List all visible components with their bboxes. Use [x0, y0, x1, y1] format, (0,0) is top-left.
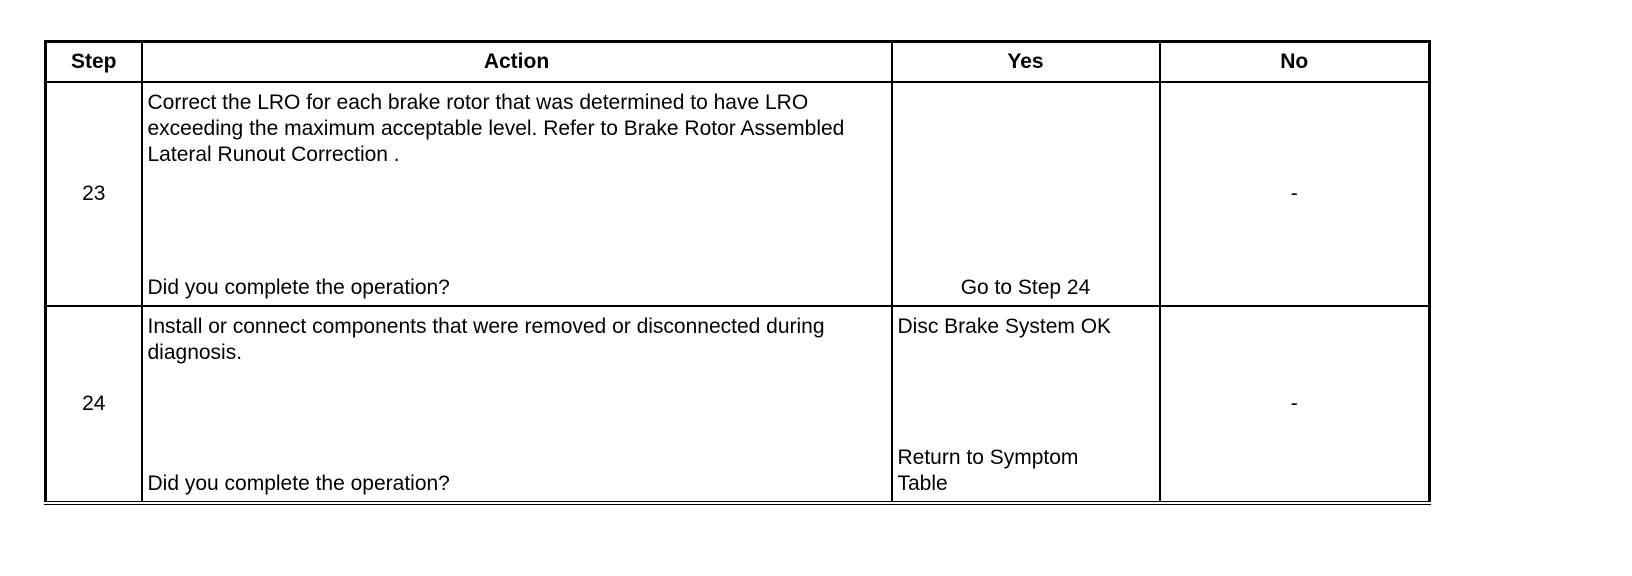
action-text: Install or connect components that were removed or disconnected during diagnosis. [147, 315, 825, 364]
action-question: Did you complete the operation? [147, 276, 450, 299]
header-yes: Yes [892, 42, 1160, 83]
action-question: Did you complete the operation? [147, 472, 450, 495]
yes-result: Return to Symptom Table [897, 446, 1079, 495]
table-row [46, 306, 1430, 503]
yes-result-top: Disc Brake System OK [897, 315, 1112, 338]
step-number: 23 [46, 82, 142, 306]
diagnostic-table [44, 40, 1431, 505]
yes-cell [892, 82, 1160, 306]
action-cell [142, 82, 892, 306]
action-text: Correct the LRO for each brake rotor that was determined to have LRO exceeding the maximum acceptable level. Refer to Brake Rotor Assembled Lateral Runout Correction . [147, 91, 845, 166]
step-number: 24 [46, 306, 142, 503]
header-no: No [1160, 42, 1430, 83]
no-result: - [1160, 306, 1430, 503]
table-header [46, 42, 1430, 83]
header-row [46, 42, 1430, 83]
header-step: Step [46, 42, 142, 83]
header-action: Action [142, 42, 892, 83]
no-result: - [1160, 82, 1430, 306]
action-cell [142, 306, 892, 503]
table-row [46, 82, 1430, 306]
yes-cell [892, 306, 1160, 503]
yes-result: Go to Step 24 [960, 276, 1091, 299]
